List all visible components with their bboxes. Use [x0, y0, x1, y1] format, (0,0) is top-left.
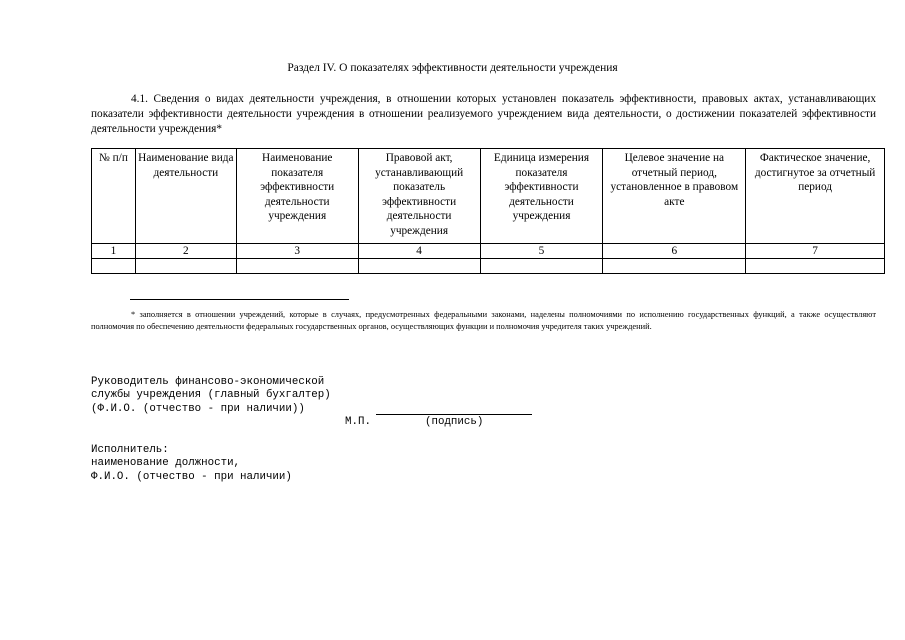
- header-cell: Наименование показателя эффективности деятельности учреждения: [236, 149, 358, 244]
- signature-caption: (подпись): [425, 416, 484, 428]
- column-number-cell: 1: [92, 244, 136, 259]
- stamp-label: М.П.: [345, 416, 371, 428]
- column-number-cell: 5: [480, 244, 603, 259]
- table-row: [92, 244, 885, 259]
- table-header-row: [92, 149, 885, 244]
- signature-title-line2: службы учреждения (главный бухгалтер): [91, 389, 331, 401]
- executor-label: Исполнитель:: [91, 444, 169, 456]
- section-title: Раздел IV. О показателях эффективности деятельности учреждения: [287, 62, 618, 74]
- empty-cell: [358, 259, 480, 274]
- footnote-text: * заполняется в отношении учреждений, которые в случаях, предусмотренных федеральными законами, наделены полномочиями по исполнению государственных функций, а также осуществляют полномочия по обеспечению деятельности федеральных государственных органов, осуществляющих функции и полномочия учредителя таких учреждений.: [91, 310, 876, 331]
- intro-paragraph: [91, 92, 876, 137]
- intro-text: 4.1. Сведения о видах деятельности учреждения, в отношении которых установлен показатель эффективности, правовых актах, устанавливающих показатели эффективности деятельности учреждения в отношении реализуемого учреждением вида деятельности, о достижении показателей эффективности деятельности учреждения*: [91, 93, 876, 135]
- header-cell: Единица измерения показателя эффективности деятельности учреждения: [480, 149, 603, 244]
- empty-cell: [135, 259, 236, 274]
- column-number-cell: 3: [236, 244, 358, 259]
- empty-cell: [603, 259, 746, 274]
- signature-name-hint: (Ф.И.О. (отчество - при наличии)): [91, 403, 305, 415]
- empty-cell: [92, 259, 136, 274]
- empty-cell: [746, 259, 885, 274]
- empty-cell: [480, 259, 603, 274]
- header-cell: Наименование вида деятельности: [135, 149, 236, 244]
- column-number-cell: 2: [135, 244, 236, 259]
- header-cell: Правовой акт, устанавливающий показатель эффективности деятельности учреждения: [358, 149, 480, 244]
- footnote-divider: [130, 299, 349, 300]
- executor-position-hint: наименование должности,: [91, 457, 241, 469]
- column-number-cell: 4: [358, 244, 480, 259]
- signature-title-line1: Руководитель финансово-экономической: [91, 376, 325, 388]
- column-number-cell: 7: [746, 244, 885, 259]
- column-number-cell: 6: [603, 244, 746, 259]
- header-cell: № п/п: [92, 149, 136, 244]
- header-cell: Фактическое значение, достигнутое за отчетный период: [746, 149, 885, 244]
- header-cell: Целевое значение на отчетный период, установленное в правовом акте: [603, 149, 746, 244]
- signature-line: [376, 414, 532, 415]
- empty-cell: [236, 259, 358, 274]
- footnote: [91, 309, 876, 333]
- indicators-table: [91, 148, 885, 274]
- executor-name-hint: Ф.И.О. (отчество - при наличии): [91, 471, 292, 483]
- table-row: [92, 259, 885, 274]
